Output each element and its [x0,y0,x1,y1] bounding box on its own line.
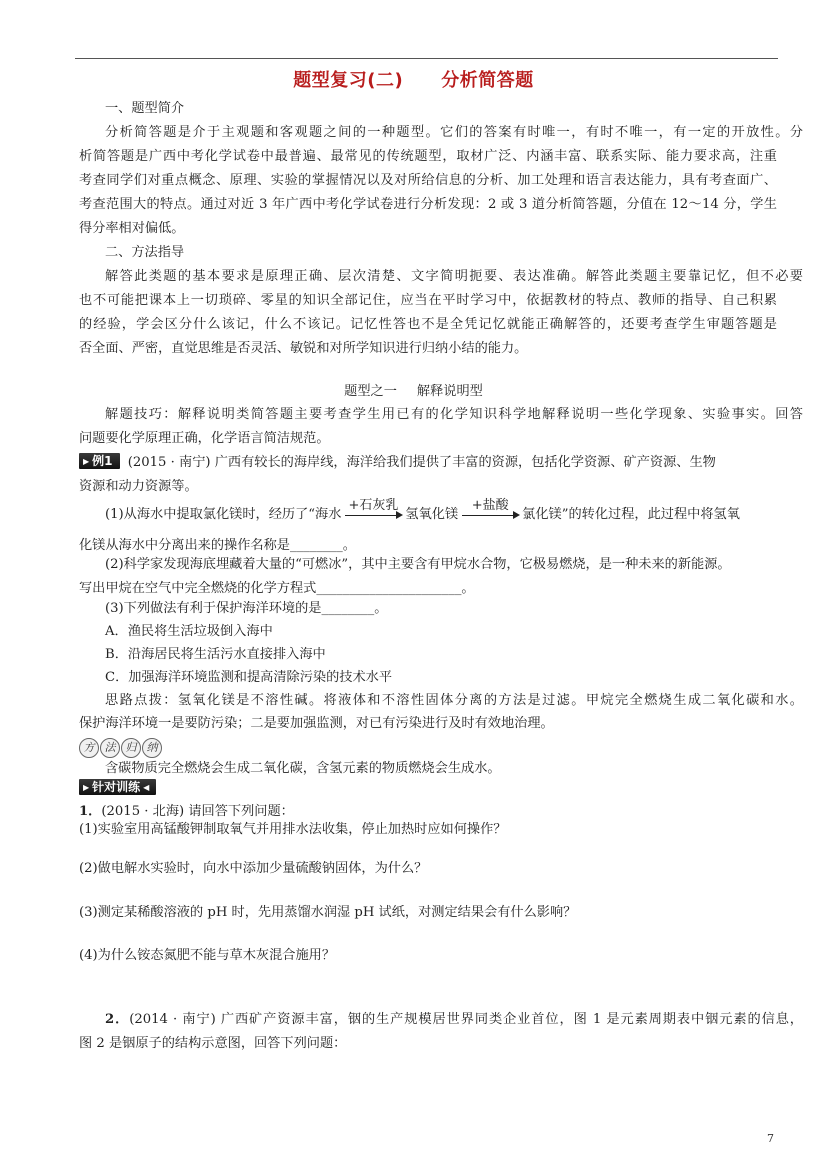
example1-q2: (2)科学家发现海底埋藏着大量的“可燃冰”，其中主要含有甲烷水合物，它极易燃烧，是一种未来的新能源。 [105,557,731,572]
hint-line: 思路点拨：氢氧化镁是不溶性碱。将液体和不溶性固体分离的方法是过滤。甲烷完全燃烧生成二氧化碳和水。 [105,693,803,708]
section1-heading: 一、题型简介 [105,101,185,116]
subsection-part2: 解释说明型 [416,384,483,399]
title-part2: 分析简答题 [441,70,534,91]
practice-tag [79,779,156,795]
option-b: B．沿海居民将生活污水直接排入海中 [105,647,326,662]
section2-line: 否全面、严密，直觉思维是否灵活、敏锐和对所学知识进行归纳小结的能力。 [79,341,528,356]
question-number: 2． [105,1012,130,1027]
example1-q2-line2: 写出甲烷在空气中完全燃烧的化学方程式______________________。 [79,581,475,596]
practice-q1-1: (1)实验室用高锰酸钾制取氧气并用排水法收集，停止加热时应如何操作？ [79,822,507,837]
practice-q2 [79,1008,803,1032]
example1-q3: (3)下列做法有利于保护海洋环境的是________。 [105,601,388,616]
section2-heading: 二、方法指导 [105,245,185,260]
practice-q2-text: (2014 · 南宁) 广西矿产资源丰富，铟的生产规模居世界同类企业首位，图 1 是元素周期表中铟元素的信息， [129,1012,803,1027]
triangle-right-icon: ▶ [83,783,90,792]
practice-q2-line2: 图 2 是铟原子的结构示意图，回答下列问题： [79,1036,347,1051]
page-number: 7 [767,1132,774,1145]
practice-q1-3: (3)测定某稀酸溶液的 pH 时，先用蒸馏水润湿 pH 试纸，对测定结果会有什么影响？ [79,905,577,920]
q1-pre: (1)从海水中提取氯化镁时，经历了“海水 [105,507,342,522]
tips-line: 问题要化学原理正确，化学语言简洁规范。 [79,431,330,446]
subsection-part1: 题型之一 [344,384,397,399]
arrow-head-icon [513,511,520,519]
example-tag-label: 例1 [92,454,113,468]
hint-line: 保护海洋环境一是要防污染；二是要加强监测，对已有污染进行及时有效地治理。 [79,716,554,731]
method-text: 含碳物质完全燃烧会生成二氧化碳，含氢元素的物质燃烧会生成水。 [105,761,501,776]
example-tag [79,453,120,469]
q1-post: 氯化镁”的转化过程，此过程中将氢氧 [522,507,740,522]
section1-line: 考查同学们对重点概念、原理、实验的掌握情况以及对所给信息的分析、加工处理和语言表达能力，具有考查面广、 [79,173,777,188]
example1-intro [79,451,777,475]
example1-q1-line2: 化镁从海水中分离出来的操作名称是________。 [79,538,356,553]
example1-line1: (2015 · 南宁) 广西有较长的海岸线，海洋给我们提供了丰富的资源，包括化学资源、矿产资源、生物 [127,455,716,470]
example1-q1 [79,498,803,527]
option-c: C．加强海洋环境监测和提高清除污染的技术水平 [105,670,393,685]
title-part1: 题型复习(二) [293,70,404,91]
tips-line: 解题技巧：解释说明类简答题主要考查学生用已有的化学知识科学地解释说明一些化学现象、实验事实。回答 [105,407,803,422]
q1-mid: 氢氧化镁 [405,507,459,522]
section2-line: 也不可能把课本上一切琐碎、零星的知识全部记住，应当在平时学习中，依据教材的特点、教师的指导、自己积累 [79,293,777,308]
option-a: A．渔民将生活垃圾倒入海中 [105,624,273,639]
subsection-title [0,380,827,404]
arrow-label: +石灰乳 [348,498,399,513]
practice-q1-4: (4)为什么铵态氮肥不能与草木灰混合施用？ [79,948,336,963]
example1-line2: 资源和动力资源等。 [79,479,198,494]
reaction-arrow [343,498,403,527]
reaction-arrow [460,498,520,527]
section2-line: 的经验，学会区分什么该记，什么不该记。记忆性答也不是全凭记忆就能正确解答的，还要考查学生审题答题是 [79,317,777,332]
method-summary-badge [79,738,162,758]
badge-char: 纳 [142,738,162,758]
practice-tag-row [79,777,777,801]
header-rule [75,58,778,59]
badge-char: 方 [79,738,99,758]
badge-char: 归 [121,738,141,758]
section1-line: 析简答题是广西中考化学试卷中最普遍、最常见的传统题型，取材广泛、内涵丰富、联系实际、能力要求高，注重 [79,149,777,164]
question-number: 1． [79,804,102,819]
arrow-head-icon [396,511,403,519]
section2-line: 解答此类题的基本要求是原理正确、层次清楚、文字简明扼要、表达准确。解答此类题主要靠记忆，但不必要 [105,269,803,284]
section1-line: 得分率相对偏低。 [79,221,185,236]
triangle-left-icon: ◀ [143,783,150,792]
page-title [0,66,827,92]
practice-tag-label: 针对训练 [92,780,141,794]
method-badge [79,734,777,758]
practice-q1-2: (2)做电解水实验时，向水中添加少量硫酸钠固体，为什么？ [79,861,428,876]
section1-line: 分析简答题是介于主观题和客观题之间的一种题型。它们的答案有时唯一，有时不唯一，有一定的开放性。分 [105,125,803,140]
practice-q1-text: (2015 · 北海) 请回答下列问题： [101,804,294,819]
arrow-label: +盐酸 [471,498,509,513]
triangle-right-icon: ▶ [83,457,90,466]
badge-char: 法 [100,738,120,758]
section1-line: 考查范围大的特点。通过对近 3 年广西中考化学试卷进行分析发现：2 或 3 道分析简答题，分值在 12～14 分，学生 [79,197,777,212]
